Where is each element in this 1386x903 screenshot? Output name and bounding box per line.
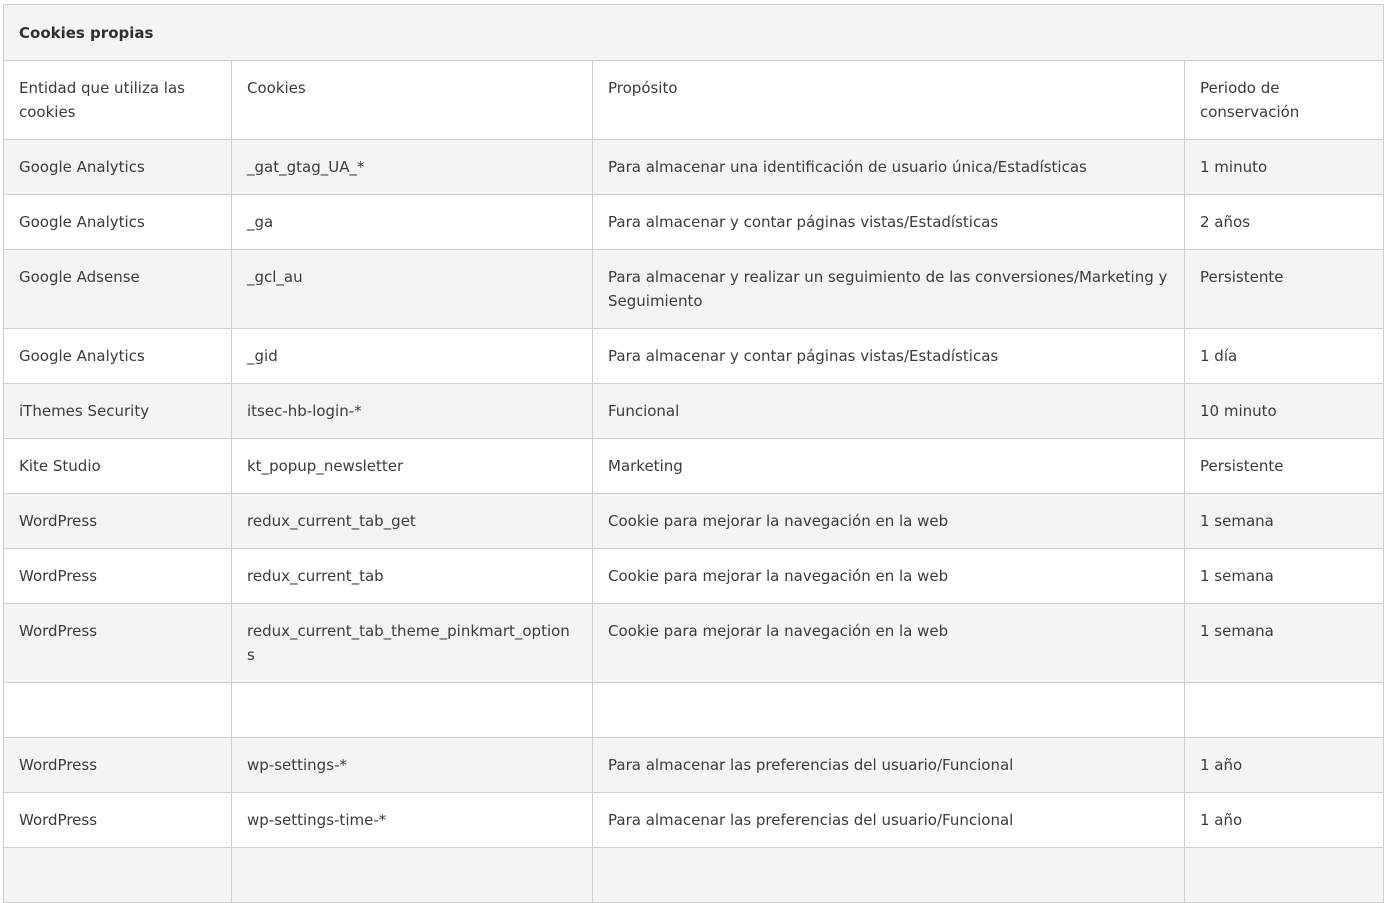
cell-cookie: wp-settings-time-*: [232, 793, 593, 848]
cell-entity: WordPress: [4, 549, 232, 604]
table-row: [4, 250, 1384, 329]
cell-purpose: Cookie para mejorar la navegación en la web: [593, 604, 1185, 683]
cell-purpose: Para almacenar las preferencias del usuario/Funcional: [593, 793, 1185, 848]
header-purpose: Propósito: [593, 61, 1185, 140]
cell-cookie: kt_popup_newsletter: [232, 439, 593, 494]
cell-cookie: wp-settings-*: [232, 738, 593, 793]
cell-purpose: Cookie para mejorar la navegación en la web: [593, 494, 1185, 549]
table-row: [4, 494, 1384, 549]
table-row: [4, 604, 1384, 683]
cell-entity: Google Adsense: [4, 250, 232, 329]
table-row: [4, 793, 1384, 848]
cell-purpose: Para almacenar una identificación de usuario única/Estadísticas: [593, 140, 1185, 195]
cell-entity: Google Analytics: [4, 329, 232, 384]
cell-entity: WordPress: [4, 604, 232, 683]
cell-purpose: Marketing: [593, 439, 1185, 494]
header-retention: Periodo de conservación: [1185, 61, 1384, 140]
cell-purpose: Para almacenar y realizar un seguimiento de las conversiones/Marketing y Seguimiento: [593, 250, 1185, 329]
cell-entity: iThemes Security: [4, 384, 232, 439]
cell-retention: 1 año: [1185, 738, 1384, 793]
cell-cookie: _gat_gtag_UA_*: [232, 140, 593, 195]
cell-cookie: _gid: [232, 329, 593, 384]
table-row: [4, 140, 1384, 195]
cell-retention: 1 semana: [1185, 549, 1384, 604]
table-title: Cookies propias: [4, 5, 1384, 61]
cell-purpose: Para almacenar las preferencias del usuario/Funcional: [593, 738, 1185, 793]
cell-cookie: redux_current_tab_theme_pinkmart_options: [232, 604, 593, 683]
cell-entity: Google Analytics: [4, 140, 232, 195]
table-row: [4, 439, 1384, 494]
header-entity: Entidad que utiliza las cookies: [4, 61, 232, 140]
cookies-table-container: [3, 4, 1383, 903]
table-row-empty: [4, 683, 1384, 738]
cell-cookie: _ga: [232, 195, 593, 250]
table-row: [4, 738, 1384, 793]
cell-purpose: Para almacenar y contar páginas vistas/Estadísticas: [593, 329, 1185, 384]
cell-entity: Google Analytics: [4, 195, 232, 250]
cell-entity: Kite Studio: [4, 439, 232, 494]
cell-cookie: redux_current_tab: [232, 549, 593, 604]
cell-cookie: [232, 848, 593, 903]
table-title-row: [4, 5, 1384, 61]
table-row-empty: [4, 848, 1384, 903]
table-row: [4, 549, 1384, 604]
cell-retention: Persistente: [1185, 439, 1384, 494]
cell-cookie: itsec-hb-login-*: [232, 384, 593, 439]
table-row: [4, 195, 1384, 250]
cell-retention: [1185, 683, 1384, 738]
cell-purpose: [593, 848, 1185, 903]
table-header-row: [4, 61, 1384, 140]
cookies-table: [3, 4, 1384, 903]
table-row: [4, 329, 1384, 384]
cell-purpose: Para almacenar y contar páginas vistas/Estadísticas: [593, 195, 1185, 250]
cell-purpose: [593, 683, 1185, 738]
cell-cookie: [232, 683, 593, 738]
cell-retention: 2 años: [1185, 195, 1384, 250]
cell-retention: [1185, 848, 1384, 903]
table-row: [4, 384, 1384, 439]
cell-retention: 1 día: [1185, 329, 1384, 384]
cell-purpose: Funcional: [593, 384, 1185, 439]
cell-retention: 1 semana: [1185, 494, 1384, 549]
cell-cookie: _gcl_au: [232, 250, 593, 329]
cell-entity: [4, 683, 232, 738]
cell-cookie: redux_current_tab_get: [232, 494, 593, 549]
cell-retention: 1 semana: [1185, 604, 1384, 683]
cell-retention: 10 minuto: [1185, 384, 1384, 439]
header-cookies: Cookies: [232, 61, 593, 140]
cell-entity: WordPress: [4, 494, 232, 549]
cell-entity: WordPress: [4, 793, 232, 848]
cell-retention: 1 minuto: [1185, 140, 1384, 195]
cell-retention: 1 año: [1185, 793, 1384, 848]
cell-entity: [4, 848, 232, 903]
cell-entity: WordPress: [4, 738, 232, 793]
cell-retention: Persistente: [1185, 250, 1384, 329]
cell-purpose: Cookie para mejorar la navegación en la web: [593, 549, 1185, 604]
